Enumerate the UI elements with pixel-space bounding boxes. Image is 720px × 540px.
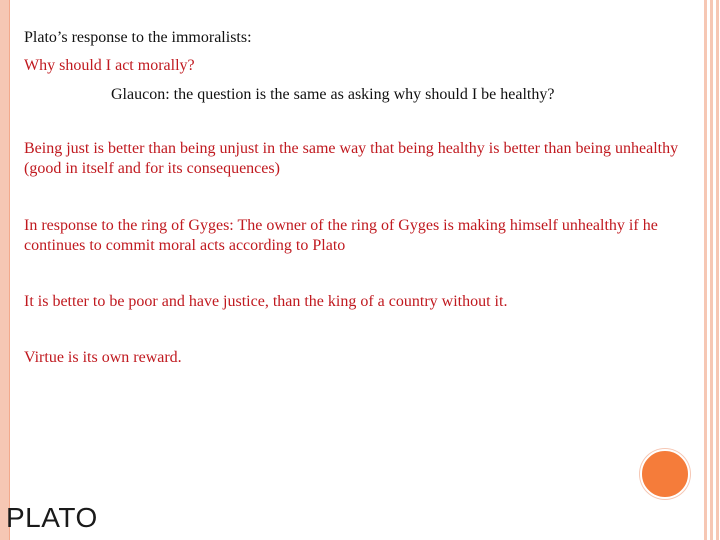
paragraph-ring-of-gyges: In response to the ring of Gyges: The owner of the ring of Gyges is making himself unhealthy if he continues to commit moral acts according to Plato — [24, 217, 658, 254]
left-frame-line — [9, 0, 10, 540]
paragraph-poor-justice: It is better to be poor and have justice, than the king of a country without it. — [24, 293, 508, 310]
question-line: Why should I act morally? — [24, 57, 195, 74]
right-frame-line — [710, 0, 713, 540]
paragraph-virtue: Virtue is its own reward. — [24, 349, 182, 366]
slide-title: PLATO — [6, 502, 98, 533]
right-frame-line — [704, 0, 707, 540]
left-frame-border — [0, 0, 9, 540]
decorative-circle — [640, 449, 690, 499]
glaucon-line: Glaucon: the question is the same as asking why should I be healthy? — [111, 86, 555, 103]
slide-heading: Plato’s response to the immoralists: — [24, 29, 252, 46]
paragraph-justice-health: Being just is better than being unjust in the same way that being healthy is better than being unhealthy (good in itself and for its consequences) — [24, 140, 679, 177]
right-frame-line — [716, 0, 719, 540]
